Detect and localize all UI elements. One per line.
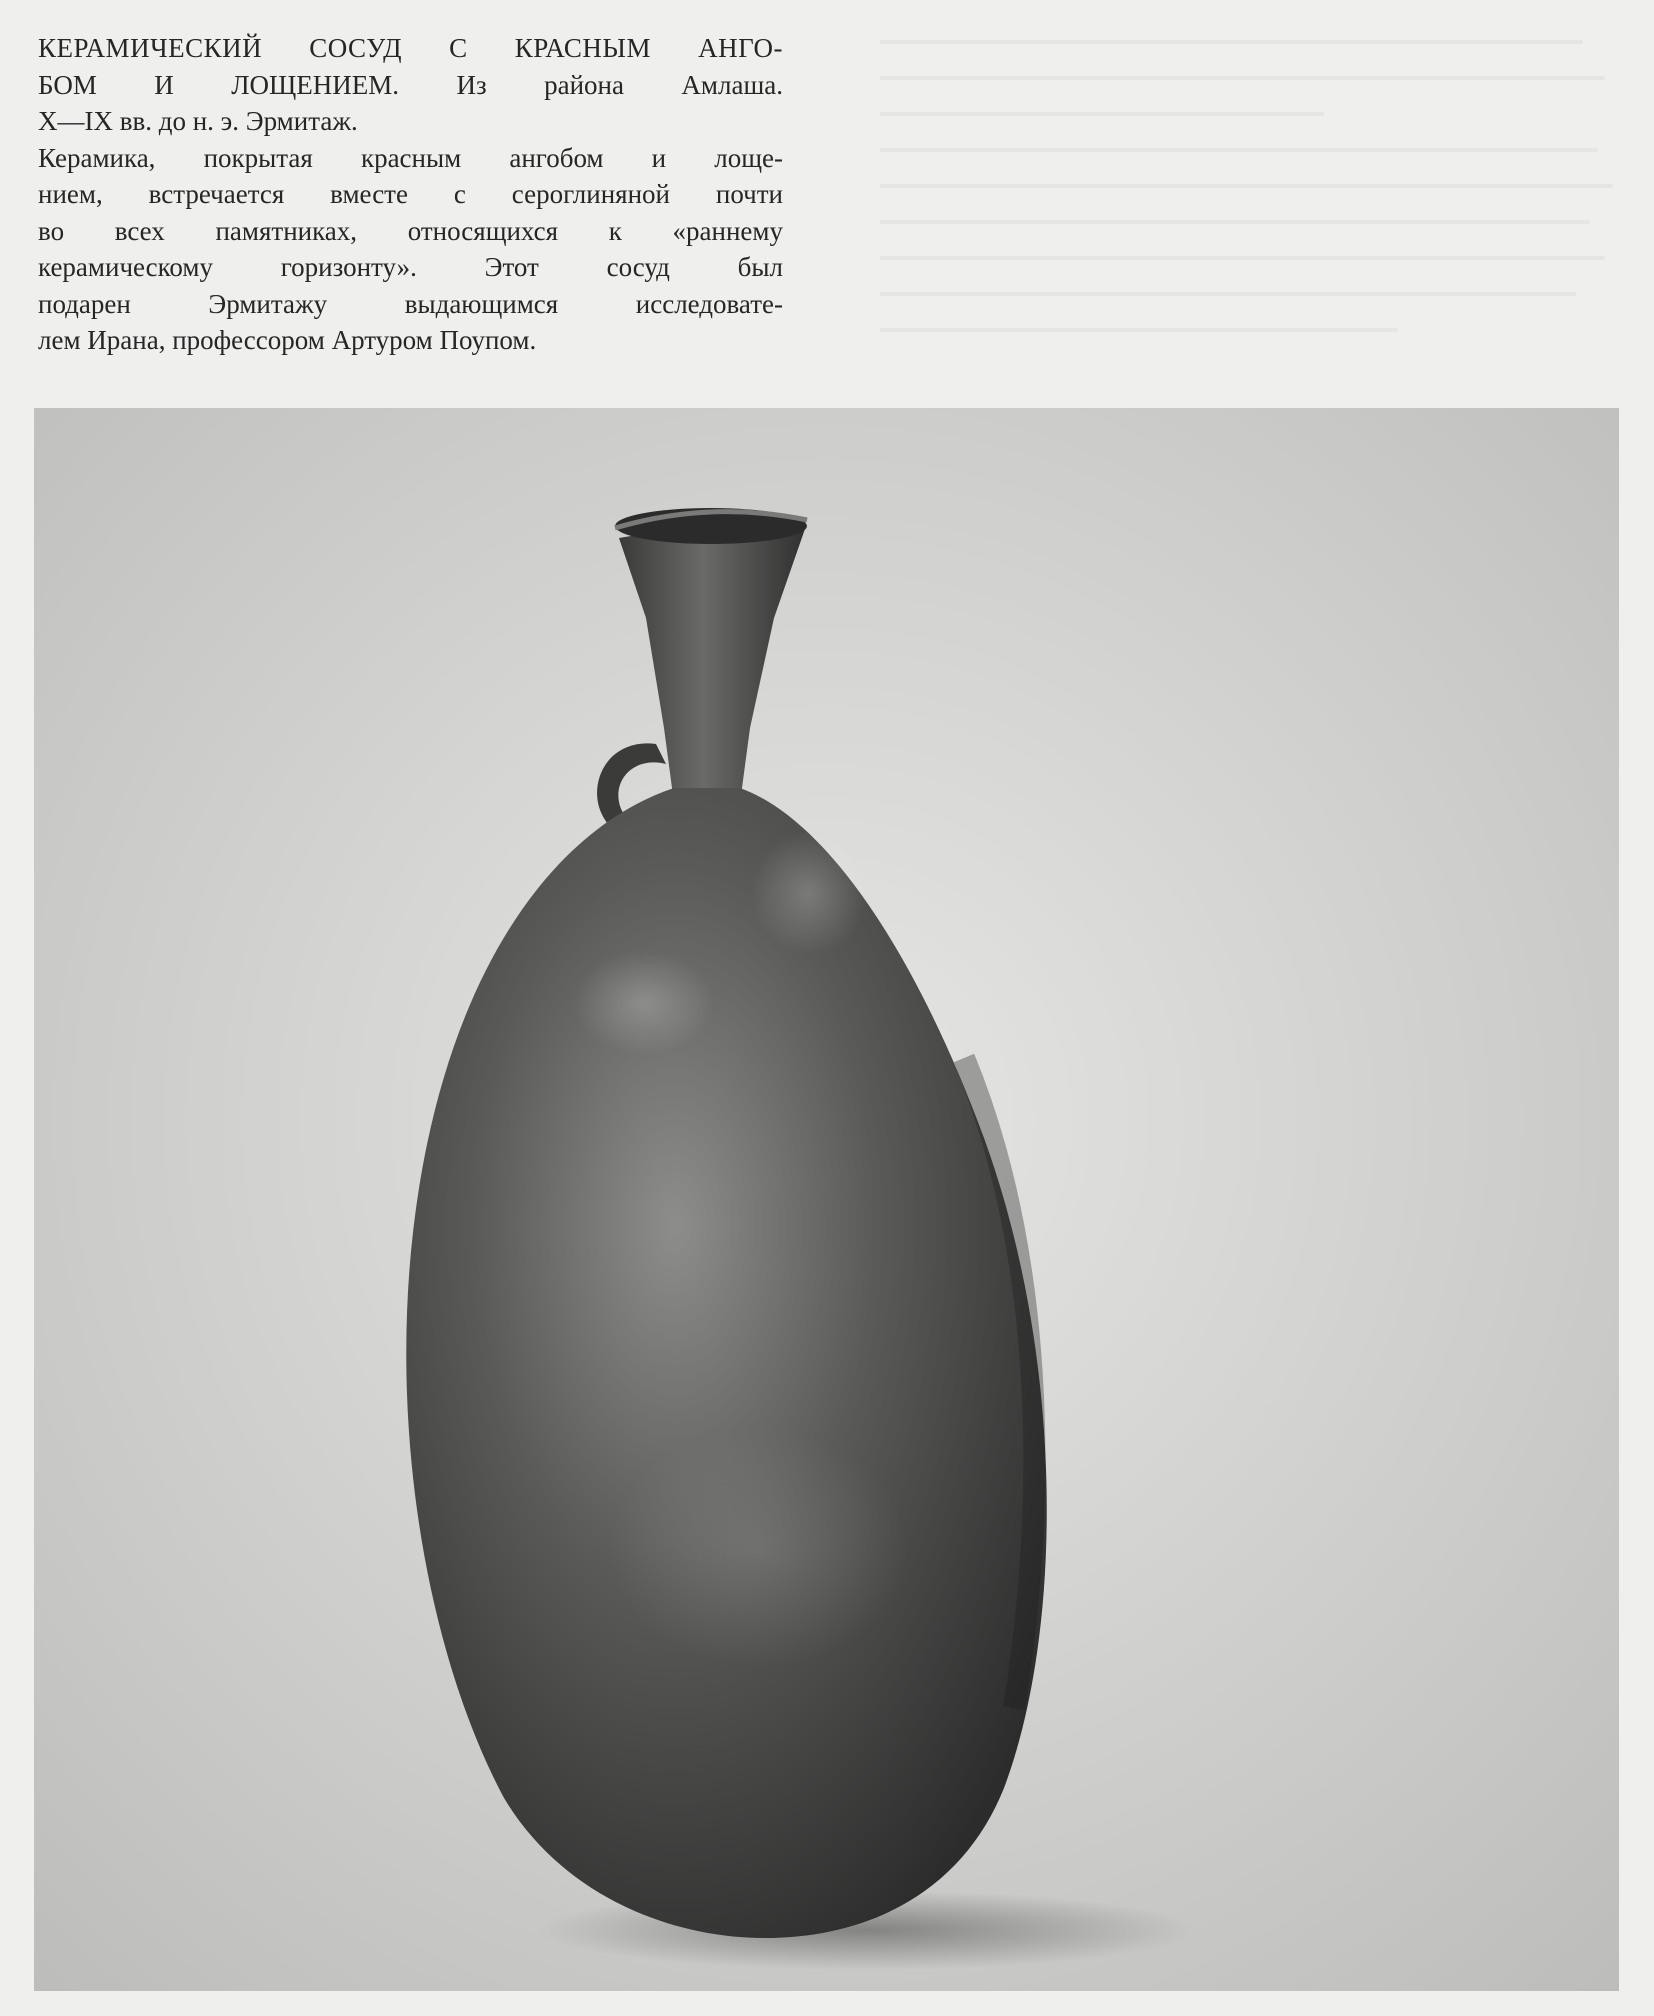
vessel-highlight-left xyxy=(574,951,714,1055)
vessel-highlight-right xyxy=(751,831,867,955)
caption-body-line-2: нием, встречается вместе с сероглиняной почти xyxy=(38,179,783,209)
caption-body-line-4: керамическому горизонту». Этот сосуд был xyxy=(38,252,783,282)
caption-body-line-1: Керамика, покрытая красным ангобом и лоще- xyxy=(38,142,783,173)
show-through-text xyxy=(880,40,1620,360)
caption-body-line-6: лем Ирана, профессором Артуром Поупом. xyxy=(38,325,537,355)
caption-body-line-5: подарен Эрмитажу выдающимся исследовате- xyxy=(38,288,783,319)
caption-body-line-3: во всех памятниках, относящихся к «раннему xyxy=(38,215,783,246)
caption-block xyxy=(38,30,783,359)
caption-date-line: X—IX вв. до н. э. Эрмитаж. xyxy=(38,106,358,136)
vessel-highlight-lower xyxy=(609,1428,909,1668)
caption-title-line-1: КЕРАМИЧЕСКИЙ СОСУД С КРАСНЫМ АНГО- xyxy=(38,33,783,63)
vessel-photograph xyxy=(34,408,1619,1991)
caption-title-line-2: БОМ И ЛОЩЕНИЕМ. Из района Амлаша. xyxy=(38,69,783,100)
vessel-photo-svg xyxy=(34,408,1619,1991)
